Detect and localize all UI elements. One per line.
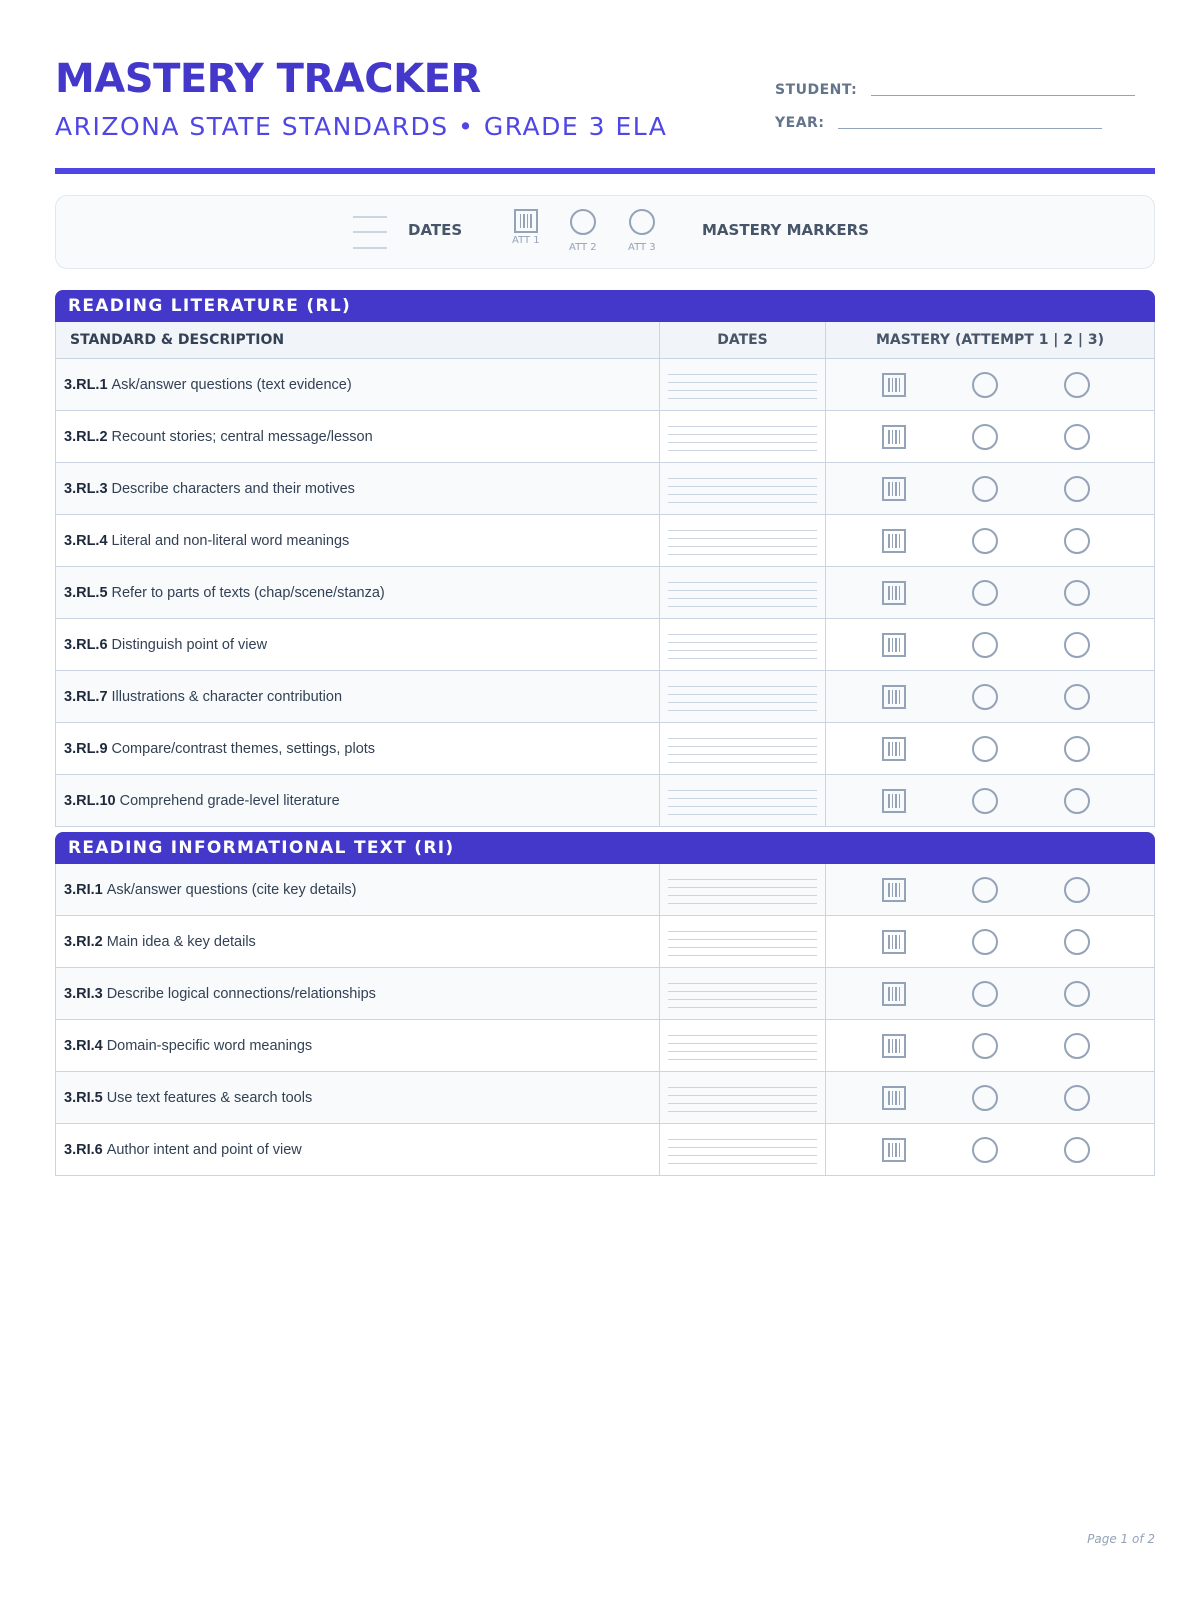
date-line	[668, 502, 817, 503]
legend-att1-label: ATT 1	[512, 235, 540, 246]
student-label: STUDENT:	[775, 82, 858, 98]
date-line	[668, 1111, 817, 1112]
dates-cell[interactable]	[660, 1124, 826, 1175]
date-line	[668, 486, 817, 487]
mastery-cell	[826, 916, 1154, 967]
table-row	[56, 864, 1154, 916]
attempt-3-circle-icon[interactable]	[1064, 580, 1090, 606]
dates-cell[interactable]	[660, 619, 826, 670]
dates-cell[interactable]	[660, 671, 826, 722]
date-line	[668, 887, 817, 888]
attempt-2-circle-icon[interactable]	[972, 929, 998, 955]
date-line	[668, 1147, 817, 1148]
standard-code: 3.RL.3	[64, 480, 108, 497]
attempt-2-circle-icon[interactable]	[972, 476, 998, 502]
attempt-2-circle-icon[interactable]	[972, 372, 998, 398]
attempt-3-circle-icon[interactable]	[1064, 1137, 1090, 1163]
standard-cell	[56, 723, 660, 774]
date-line	[668, 947, 817, 948]
date-line	[668, 1007, 817, 1008]
standard-description: Use text features & search tools	[106, 1089, 313, 1106]
page-title: MASTERY TRACKER	[55, 56, 481, 102]
date-line	[668, 879, 817, 880]
standard-description: Illustrations & character contribution	[111, 688, 343, 705]
mastery-cell	[826, 968, 1154, 1019]
attempt-1-tally-box-icon[interactable]	[882, 685, 906, 709]
table-row	[56, 916, 1154, 968]
date-line	[668, 710, 817, 711]
legend-dates-label: DATES	[408, 221, 463, 239]
attempt-3-circle-icon[interactable]	[1064, 424, 1090, 450]
standard-cell	[56, 775, 660, 826]
date-line	[668, 931, 817, 932]
legend-panel	[55, 195, 1155, 269]
attempt-2-circle-icon[interactable]	[972, 684, 998, 710]
dates-cell[interactable]	[660, 411, 826, 462]
standard-code: 3.RL.5	[64, 584, 108, 601]
dates-cell[interactable]	[660, 567, 826, 618]
standard-code: 3.RI.2	[64, 933, 103, 950]
tracker-page	[55, 0, 1155, 1600]
year-line[interactable]	[838, 127, 1102, 129]
date-line	[668, 530, 817, 531]
attempt-1-tally-box-icon[interactable]	[882, 529, 906, 553]
date-line	[668, 398, 817, 399]
mastery-cell	[826, 619, 1154, 670]
standards-table	[55, 864, 1155, 1176]
attempt-3-circle-icon[interactable]	[1064, 1033, 1090, 1059]
standard-code: 3.RL.4	[64, 532, 108, 549]
circle-icon	[629, 209, 655, 235]
dates-cell[interactable]	[660, 359, 826, 410]
mastery-cell	[826, 1124, 1154, 1175]
standard-code: 3.RL.1	[64, 376, 108, 393]
date-line	[668, 442, 817, 443]
page-number: Page 1 of 2	[1087, 1532, 1155, 1546]
col-dates: DATES	[660, 322, 826, 358]
dates-lines-icon	[353, 215, 387, 249]
date-line	[668, 538, 817, 539]
standard-code: 3.RL.10	[64, 792, 116, 809]
dates-cell[interactable]	[660, 515, 826, 566]
standard-description: Ask/answer questions (cite key details)	[106, 881, 357, 898]
attempt-1-tally-box-icon[interactable]	[882, 633, 906, 657]
date-line	[668, 955, 817, 956]
date-line	[668, 1155, 817, 1156]
date-line	[668, 450, 817, 451]
attempt-2-circle-icon[interactable]	[972, 580, 998, 606]
date-line	[668, 1139, 817, 1140]
attempt-1-tally-box-icon[interactable]	[882, 982, 906, 1006]
standard-cell	[56, 1124, 660, 1175]
table-row	[56, 1072, 1154, 1124]
attempt-1-tally-box-icon[interactable]	[882, 737, 906, 761]
standard-description: Recount stories; central message/lesson	[111, 428, 373, 445]
year-label: YEAR:	[775, 115, 825, 131]
standard-code: 3.RI.3	[64, 985, 103, 1002]
dates-cell[interactable]	[660, 1020, 826, 1071]
standard-cell	[56, 567, 660, 618]
date-line	[668, 1051, 817, 1052]
mastery-cell	[826, 671, 1154, 722]
legend-att1	[512, 209, 540, 246]
attempt-1-tally-box-icon[interactable]	[882, 930, 906, 954]
date-line	[668, 590, 817, 591]
dates-cell[interactable]	[660, 723, 826, 774]
standard-description: Describe characters and their motives	[111, 480, 355, 497]
standard-cell	[56, 916, 660, 967]
dates-cell[interactable]	[660, 968, 826, 1019]
attempt-2-circle-icon[interactable]	[972, 981, 998, 1007]
year-field	[775, 115, 1102, 131]
standard-cell	[56, 515, 660, 566]
tally-box-icon	[514, 209, 538, 233]
standard-description: Distinguish point of view	[111, 636, 268, 653]
date-line	[668, 1095, 817, 1096]
mastery-cell	[826, 411, 1154, 462]
dates-cell[interactable]	[660, 864, 826, 915]
date-line	[668, 738, 817, 739]
date-line	[668, 939, 817, 940]
standard-code: 3.RL.9	[64, 740, 108, 757]
dates-cell[interactable]	[660, 1072, 826, 1123]
date-line	[668, 658, 817, 659]
date-line	[668, 999, 817, 1000]
student-line[interactable]	[871, 94, 1135, 96]
standard-code: 3.RI.4	[64, 1037, 103, 1054]
legend-att2	[569, 209, 597, 253]
table-row	[56, 671, 1154, 723]
date-line	[668, 702, 817, 703]
attempt-1-tally-box-icon[interactable]	[882, 1138, 906, 1162]
dates-cell[interactable]	[660, 775, 826, 826]
standard-code: 3.RL.7	[64, 688, 108, 705]
standard-description: Refer to parts of texts (chap/scene/stanza)	[111, 584, 385, 601]
mastery-cell	[826, 864, 1154, 915]
standard-description: Author intent and point of view	[106, 1141, 302, 1158]
attempt-3-circle-icon[interactable]	[1064, 736, 1090, 762]
attempt-2-circle-icon[interactable]	[972, 424, 998, 450]
date-line	[668, 582, 817, 583]
attempt-3-circle-icon[interactable]	[1064, 632, 1090, 658]
date-line	[668, 754, 817, 755]
attempt-2-circle-icon[interactable]	[972, 632, 998, 658]
page-subtitle: ARIZONA STATE STANDARDS • GRADE 3 ELA	[55, 112, 668, 141]
attempt-2-circle-icon[interactable]	[972, 736, 998, 762]
date-line	[668, 895, 817, 896]
student-field	[775, 82, 1135, 98]
attempt-3-circle-icon[interactable]	[1064, 877, 1090, 903]
standard-cell	[56, 864, 660, 915]
date-line	[668, 1043, 817, 1044]
col-mastery: MASTERY (ATTEMPT 1 | 2 | 3)	[875, 332, 1105, 348]
date-line	[668, 434, 817, 435]
date-line	[668, 374, 817, 375]
attempt-2-circle-icon[interactable]	[972, 1085, 998, 1111]
attempt-2-circle-icon[interactable]	[972, 788, 998, 814]
date-line	[668, 634, 817, 635]
date-line	[668, 642, 817, 643]
attempt-1-tally-box-icon[interactable]	[882, 789, 906, 813]
standard-description: Ask/answer questions (text evidence)	[111, 376, 352, 393]
mastery-cell	[826, 567, 1154, 618]
table-row	[56, 463, 1154, 515]
mastery-cell	[826, 1072, 1154, 1123]
attempt-3-circle-icon[interactable]	[1064, 929, 1090, 955]
standard-description: Main idea & key details	[106, 933, 256, 950]
table-header	[56, 322, 1154, 359]
standard-description: Comprehend grade-level literature	[119, 792, 340, 809]
table-row	[56, 411, 1154, 463]
date-line	[668, 1059, 817, 1060]
attempt-3-circle-icon[interactable]	[1064, 981, 1090, 1007]
date-line	[668, 546, 817, 547]
table-row	[56, 1020, 1154, 1072]
standard-cell	[56, 968, 660, 1019]
circle-icon	[570, 209, 596, 235]
table-row	[56, 619, 1154, 671]
attempt-2-circle-icon[interactable]	[972, 528, 998, 554]
table-row	[56, 968, 1154, 1020]
standard-description: Literal and non-literal word meanings	[111, 532, 350, 549]
dates-cell[interactable]	[660, 463, 826, 514]
legend-att3-label: ATT 3	[628, 242, 656, 253]
col-standard: STANDARD & DESCRIPTION	[56, 322, 660, 358]
standards-table	[55, 322, 1155, 827]
attempt-3-circle-icon[interactable]	[1064, 1085, 1090, 1111]
attempt-3-circle-icon[interactable]	[1064, 788, 1090, 814]
legend-att2-label: ATT 2	[569, 242, 597, 253]
standard-code: 3.RI.5	[64, 1089, 103, 1106]
attempt-1-tally-box-icon[interactable]	[882, 425, 906, 449]
table-row	[56, 775, 1154, 826]
date-line	[668, 806, 817, 807]
standard-cell	[56, 359, 660, 410]
attempt-1-tally-box-icon[interactable]	[882, 1086, 906, 1110]
attempt-1-tally-box-icon[interactable]	[882, 1034, 906, 1058]
table-row	[56, 515, 1154, 567]
standard-description: Describe logical connections/relationships	[106, 985, 376, 1002]
standard-code: 3.RI.1	[64, 881, 103, 898]
date-line	[668, 903, 817, 904]
date-line	[668, 1163, 817, 1164]
attempt-2-circle-icon[interactable]	[972, 877, 998, 903]
date-line	[668, 554, 817, 555]
legend-mastery-label: MASTERY MARKERS	[702, 221, 869, 239]
date-line	[668, 426, 817, 427]
mastery-cell	[826, 463, 1154, 514]
mastery-cell	[826, 1020, 1154, 1071]
standard-cell	[56, 1072, 660, 1123]
attempt-1-tally-box-icon[interactable]	[882, 581, 906, 605]
mastery-cell	[826, 723, 1154, 774]
attempt-1-tally-box-icon[interactable]	[882, 373, 906, 397]
date-line	[668, 650, 817, 651]
date-line	[668, 598, 817, 599]
header-rule	[55, 168, 1155, 174]
standard-description: Compare/contrast themes, settings, plots	[111, 740, 376, 757]
date-line	[668, 478, 817, 479]
table-row	[56, 359, 1154, 411]
standard-cell	[56, 411, 660, 462]
legend-att3	[628, 209, 656, 253]
standard-code: 3.RI.6	[64, 1141, 103, 1158]
standard-description: Domain-specific word meanings	[106, 1037, 313, 1054]
standard-code: 3.RL.6	[64, 636, 108, 653]
standard-code: 3.RL.2	[64, 428, 108, 445]
attempt-2-circle-icon[interactable]	[972, 1033, 998, 1059]
date-line	[668, 686, 817, 687]
section-reading-literature	[55, 290, 1155, 827]
mastery-cell	[826, 359, 1154, 410]
date-line	[668, 1103, 817, 1104]
section-reading-informational	[55, 832, 1155, 1176]
date-line	[668, 790, 817, 791]
date-line	[668, 390, 817, 391]
standard-cell	[56, 1020, 660, 1071]
date-line	[668, 746, 817, 747]
attempt-3-circle-icon[interactable]	[1064, 372, 1090, 398]
date-line	[668, 694, 817, 695]
date-line	[668, 798, 817, 799]
standard-cell	[56, 463, 660, 514]
table-row	[56, 1124, 1154, 1175]
date-line	[668, 991, 817, 992]
table-row	[56, 567, 1154, 619]
mastery-cell	[826, 515, 1154, 566]
date-line	[668, 762, 817, 763]
mastery-cell	[826, 775, 1154, 826]
date-line	[668, 382, 817, 383]
date-line	[668, 1087, 817, 1088]
attempt-1-tally-box-icon[interactable]	[882, 878, 906, 902]
section-title: READING INFORMATIONAL TEXT (RI)	[55, 832, 1155, 864]
date-line	[668, 983, 817, 984]
attempt-3-circle-icon[interactable]	[1064, 684, 1090, 710]
attempt-1-tally-box-icon[interactable]	[882, 477, 906, 501]
standard-cell	[56, 619, 660, 670]
table-row	[56, 723, 1154, 775]
attempt-3-circle-icon[interactable]	[1064, 528, 1090, 554]
standard-cell	[56, 671, 660, 722]
date-line	[668, 494, 817, 495]
section-title: READING LITERATURE (RL)	[55, 290, 1155, 322]
attempt-2-circle-icon[interactable]	[972, 1137, 998, 1163]
date-line	[668, 814, 817, 815]
date-line	[668, 1035, 817, 1036]
date-line	[668, 606, 817, 607]
dates-cell[interactable]	[660, 916, 826, 967]
attempt-3-circle-icon[interactable]	[1064, 476, 1090, 502]
